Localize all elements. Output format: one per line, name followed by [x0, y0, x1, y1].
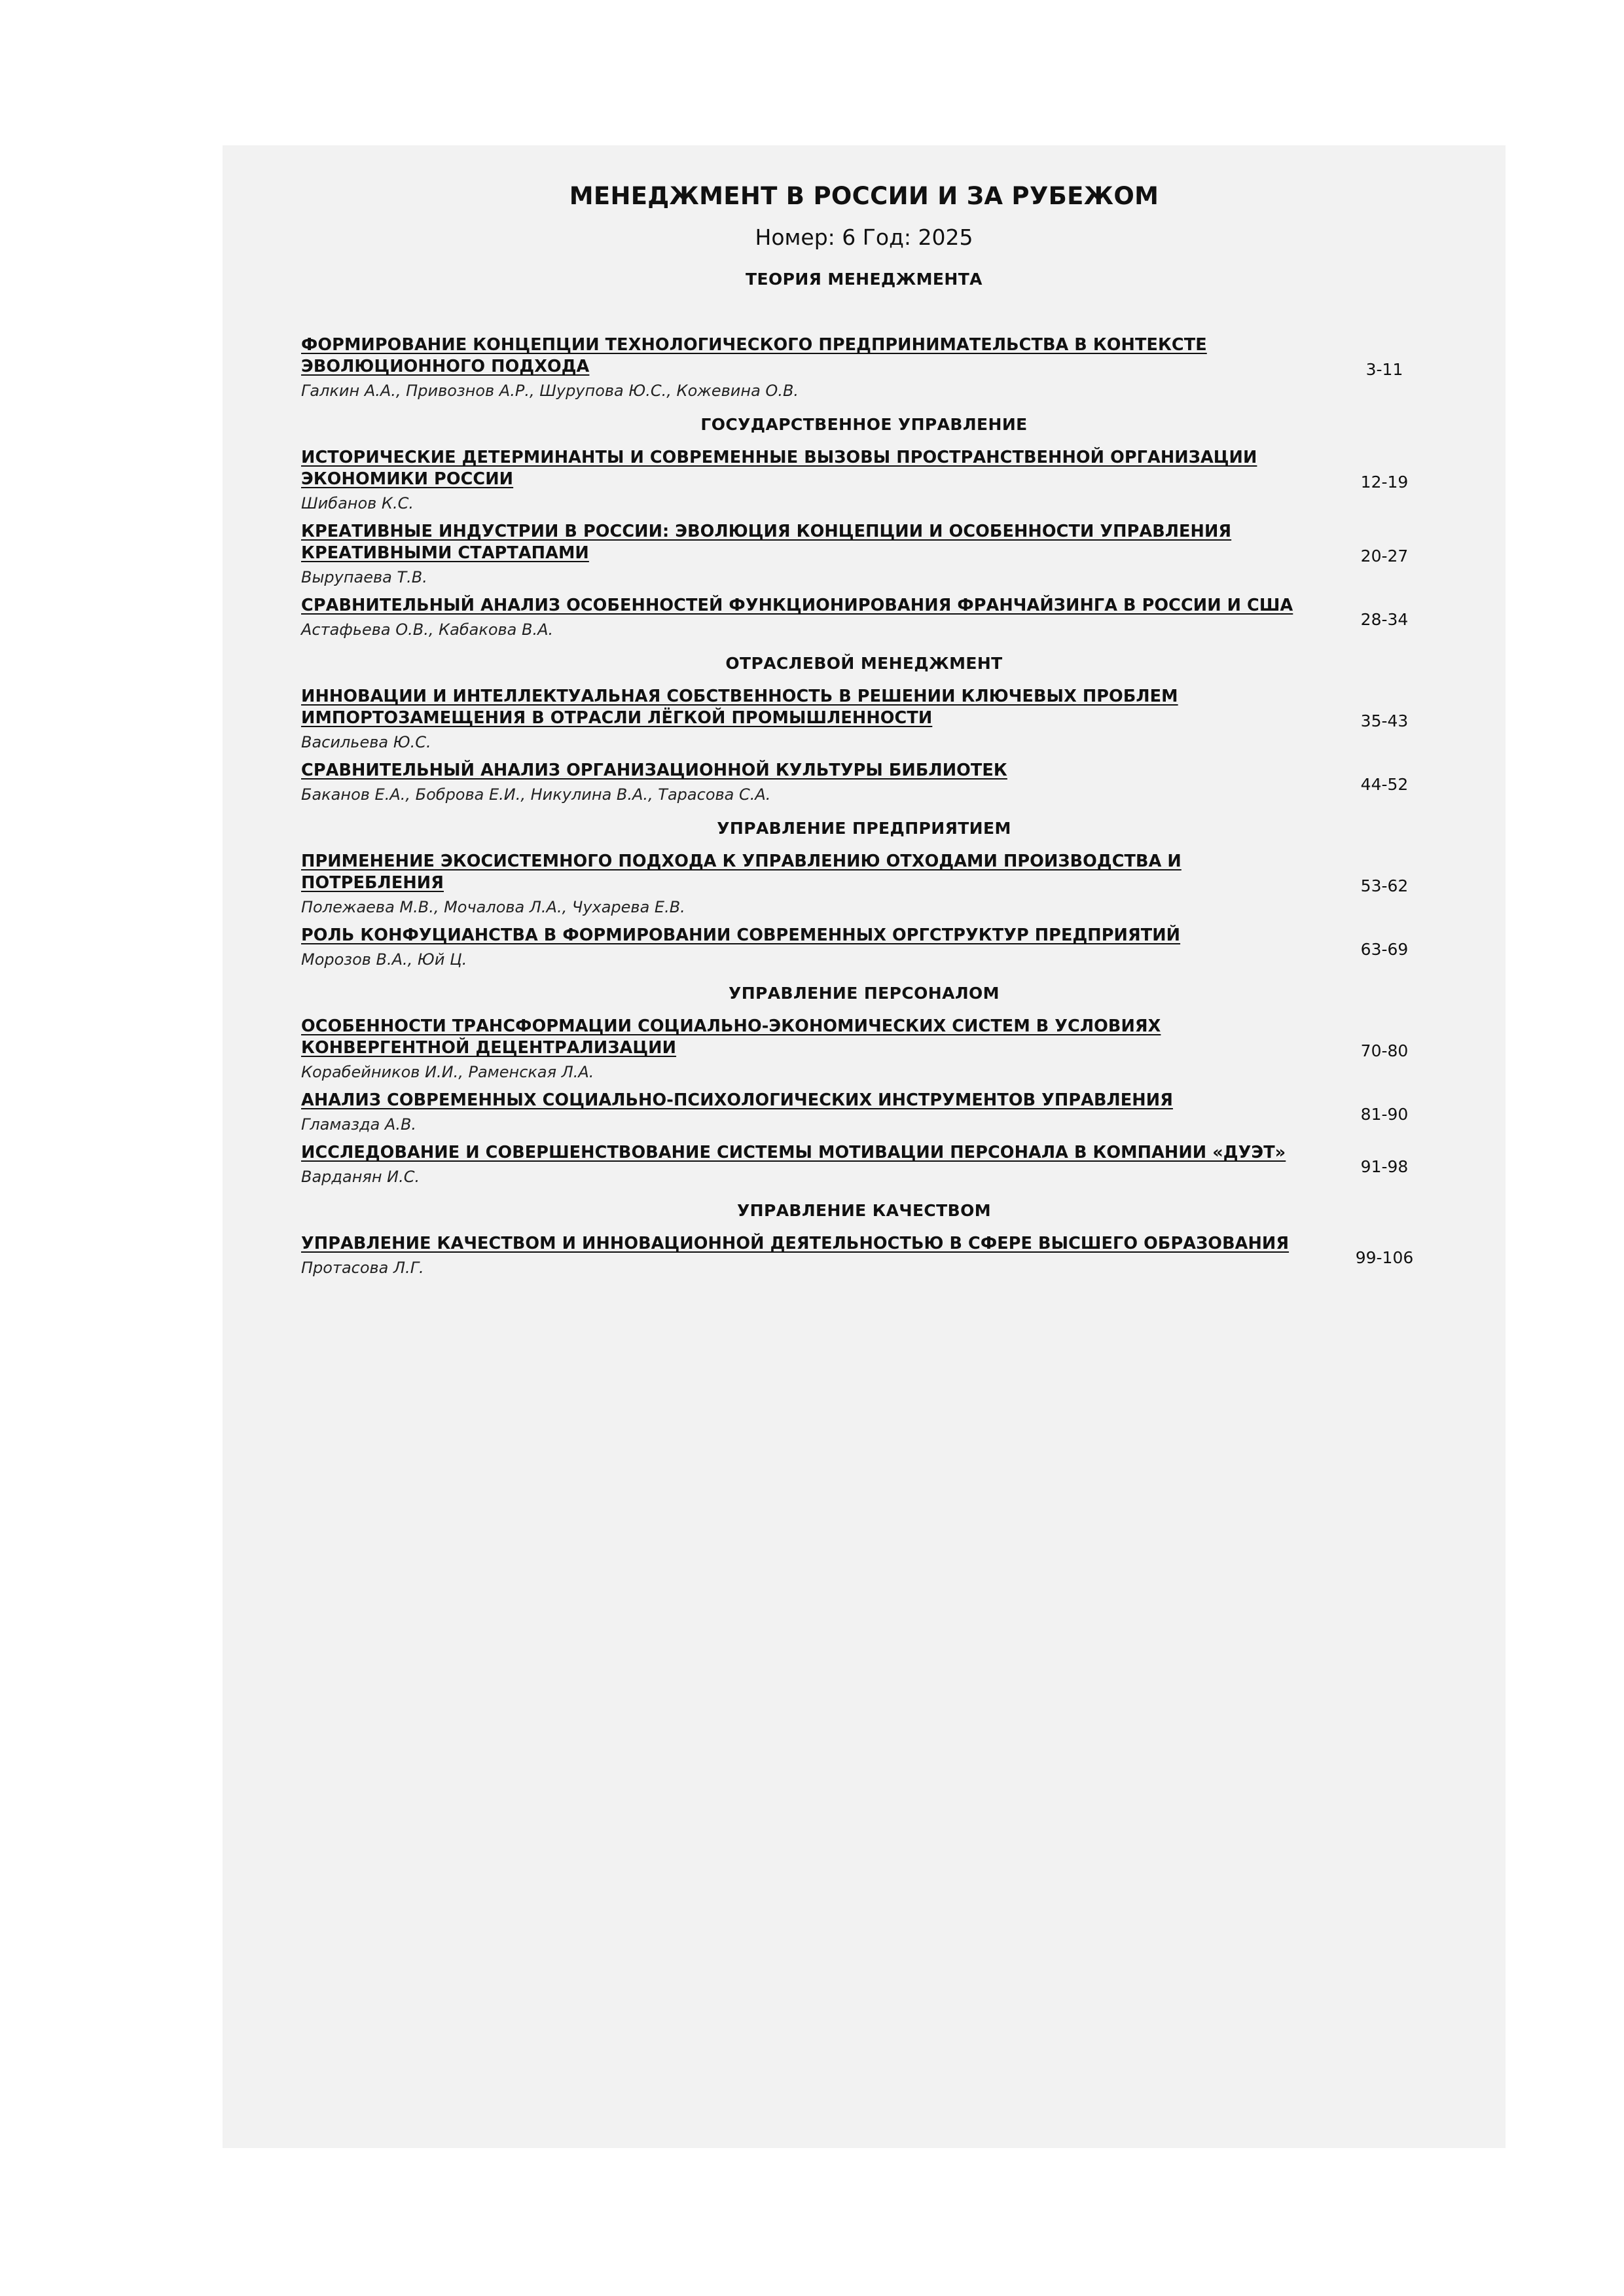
section-heading-3: УПРАВЛЕНИЕ ПРЕДПРИЯТИЕМ — [717, 819, 1011, 838]
toc-entry-main — [301, 521, 1342, 587]
toc-entry[interactable] — [301, 595, 1427, 639]
article-pages: 44-52 — [1360, 774, 1409, 794]
article-title[interactable]: ФОРМИРОВАНИЕ КОНЦЕПЦИИ ТЕХНОЛОГИЧЕСКОГО ПРЕДПРИНИМАТЕЛЬСТВА В КОНТЕКСТЕ ЭВОЛЮЦИОННОГО ПОДХОДА — [301, 335, 1207, 377]
article-title[interactable]: АНАЛИЗ СОВРЕМЕННЫХ СОЦИАЛЬНО-ПСИХОЛОГИЧЕСКИХ ИНСТРУМЕНТОВ УПРАВЛЕНИЯ — [301, 1090, 1173, 1111]
article-title[interactable]: РОЛЬ КОНФУЦИАНСТВА В ФОРМИРОВАНИИ СОВРЕМЕННЫХ ОРГСТРУКТУР ПРЕДПРИЯТИЙ — [301, 925, 1181, 946]
issue-info: Номер: 6 Год: 2025 — [755, 224, 973, 250]
section-5 — [301, 1201, 1427, 1278]
article-authors: Полежаева М.В., Мочалова Л.А., Чухарева Е.В. — [301, 898, 685, 917]
article-authors: Астафьева О.В., Кабакова В.А. — [301, 620, 554, 639]
article-authors: Баканов Е.А., Боброва Е.И., Никулина В.А., Тарасова С.А. — [301, 785, 771, 804]
table-of-contents — [301, 334, 1427, 1278]
toc-entry[interactable] — [301, 851, 1427, 917]
article-pages: 81-90 — [1360, 1104, 1409, 1124]
section-0-entries — [301, 334, 1427, 401]
section-heading-0: ТЕОРИЯ МЕНЕДЖМЕНТА — [746, 270, 983, 289]
toc-entry-main — [301, 851, 1342, 917]
article-pages: 20-27 — [1360, 547, 1409, 566]
article-authors: Галкин А.А., Привознов А.Р., Шурупова Ю.С., Кожевина О.В. — [301, 382, 799, 401]
article-pages: 63-69 — [1360, 939, 1409, 959]
article-pages: 99-106 — [1355, 1247, 1414, 1267]
article-pages: 91-98 — [1360, 1157, 1409, 1176]
section-heading-2: ОТРАСЛЕВОЙ МЕНЕДЖМЕНТ — [725, 654, 1003, 673]
toc-entry[interactable] — [301, 925, 1427, 969]
section-heading-1: ГОСУДАРСТВЕННОЕ УПРАВЛЕНИЕ — [700, 415, 1028, 435]
article-title[interactable]: СРАВНИТЕЛЬНЫЙ АНАЛИЗ ОСОБЕННОСТЕЙ ФУНКЦИОНИРОВАНИЯ ФРАНЧАЙЗИНГА В РОССИИ И США — [301, 596, 1293, 616]
section-2 — [301, 654, 1427, 804]
toc-entry-main — [301, 595, 1342, 639]
article-title[interactable]: ОСОБЕННОСТИ ТРАНСФОРМАЦИИ СОЦИАЛЬНО-ЭКОНОМИЧЕСКИХ СИСТЕМ В УСЛОВИЯХ КОНВЕРГЕНТНОЙ ДЕЦЕНТРАЛИЗАЦИИ — [301, 1016, 1161, 1058]
article-title[interactable]: ИСТОРИЧЕСКИЕ ДЕТЕРМИНАНТЫ И СОВРЕМЕННЫЕ ВЫЗОВЫ ПРОСТРАНСТВЕННОЙ ОРГАНИЗАЦИИ ЭКОНОМИКИ РОССИИ — [301, 448, 1257, 490]
article-authors: Корабейников И.И., Раменская Л.А. — [301, 1063, 594, 1082]
section-heading-5: УПРАВЛЕНИЕ КАЧЕСТВОМ — [736, 1201, 992, 1221]
toc-entry-main — [301, 1090, 1342, 1134]
toc-entry-main — [301, 334, 1342, 401]
article-pages: 28-34 — [1360, 609, 1409, 629]
toc-entry[interactable] — [301, 447, 1427, 513]
article-authors: Морозов В.А., Юй Ц. — [301, 950, 467, 969]
toc-entry-main — [301, 1142, 1342, 1187]
article-pages: 3-11 — [1365, 360, 1403, 380]
article-pages: 53-62 — [1360, 876, 1409, 896]
article-authors: Вырупаева Т.В. — [301, 568, 427, 587]
article-title[interactable]: ПРИМЕНЕНИЕ ЭКОСИСТЕМНОГО ПОДХОДА К УПРАВЛЕНИЮ ОТХОДАМИ ПРОИЗВОДСТВА И ПОТРЕБЛЕНИЯ — [301, 852, 1182, 893]
toc-entry[interactable] — [301, 1090, 1427, 1134]
article-pages: 35-43 — [1360, 711, 1409, 731]
toc-entry[interactable] — [301, 760, 1427, 804]
toc-entry[interactable] — [301, 1016, 1427, 1082]
toc-entry-main — [301, 686, 1342, 752]
section-3 — [301, 819, 1427, 969]
article-title[interactable]: УПРАВЛЕНИЕ КАЧЕСТВОМ И ИННОВАЦИОННОЙ ДЕЯТЕЛЬНОСТЬЮ В СФЕРЕ ВЫСШЕГО ОБРАЗОВАНИЯ — [301, 1234, 1290, 1254]
page-title: МЕНЕДЖМЕНТ В РОССИИ И ЗА РУБЕЖОМ — [569, 182, 1159, 210]
article-title[interactable]: ИССЛЕДОВАНИЕ И СОВЕРШЕНСТВОВАНИЕ СИСТЕМЫ МОТИВАЦИИ ПЕРСОНАЛА В КОМПАНИИ «ДУЭТ» — [301, 1143, 1286, 1163]
journal-toc-page — [223, 145, 1506, 2148]
article-authors: Гламазда А.В. — [301, 1115, 417, 1134]
section-4 — [301, 984, 1427, 1187]
article-authors: Васильева Ю.С. — [301, 733, 431, 752]
section-1 — [301, 415, 1427, 639]
toc-entry[interactable] — [301, 686, 1427, 752]
toc-entry-main — [301, 447, 1342, 513]
toc-entry[interactable] — [301, 1233, 1427, 1278]
article-authors: Варданян И.С. — [301, 1168, 420, 1187]
article-authors: Протасова Л.Г. — [301, 1259, 424, 1278]
article-title[interactable]: ИННОВАЦИИ И ИНТЕЛЛЕКТУАЛЬНАЯ СОБСТВЕННОСТЬ В РЕШЕНИИ КЛЮЧЕВЫХ ПРОБЛЕМ ИМПОРТОЗАМЕЩЕНИЯ В ОТРАСЛИ ЛЁГКОЙ ПРОМЫШЛЕННОСТИ — [301, 687, 1178, 728]
toc-entry-main — [301, 1016, 1342, 1082]
article-pages: 12-19 — [1360, 473, 1409, 492]
article-pages: 70-80 — [1360, 1041, 1409, 1061]
toc-entry-main — [301, 1233, 1342, 1278]
section-heading-4: УПРАВЛЕНИЕ ПЕРСОНАЛОМ — [729, 984, 1000, 1003]
toc-entry-main — [301, 760, 1342, 804]
toc-entry[interactable] — [301, 521, 1427, 587]
article-authors: Шибанов К.С. — [301, 494, 414, 513]
toc-entry[interactable] — [301, 334, 1427, 401]
toc-entry[interactable] — [301, 1142, 1427, 1187]
article-title[interactable]: КРЕАТИВНЫЕ ИНДУСТРИИ В РОССИИ: ЭВОЛЮЦИЯ КОНЦЕПЦИИ И ОСОБЕННОСТИ УПРАВЛЕНИЯ КРЕАТИВНЫМИ СТАРТАПАМИ — [301, 522, 1232, 564]
article-title[interactable]: СРАВНИТЕЛЬНЫЙ АНАЛИЗ ОРГАНИЗАЦИОННОЙ КУЛЬТУРЫ БИБЛИОТЕК — [301, 761, 1007, 781]
toc-entry-main — [301, 925, 1342, 969]
